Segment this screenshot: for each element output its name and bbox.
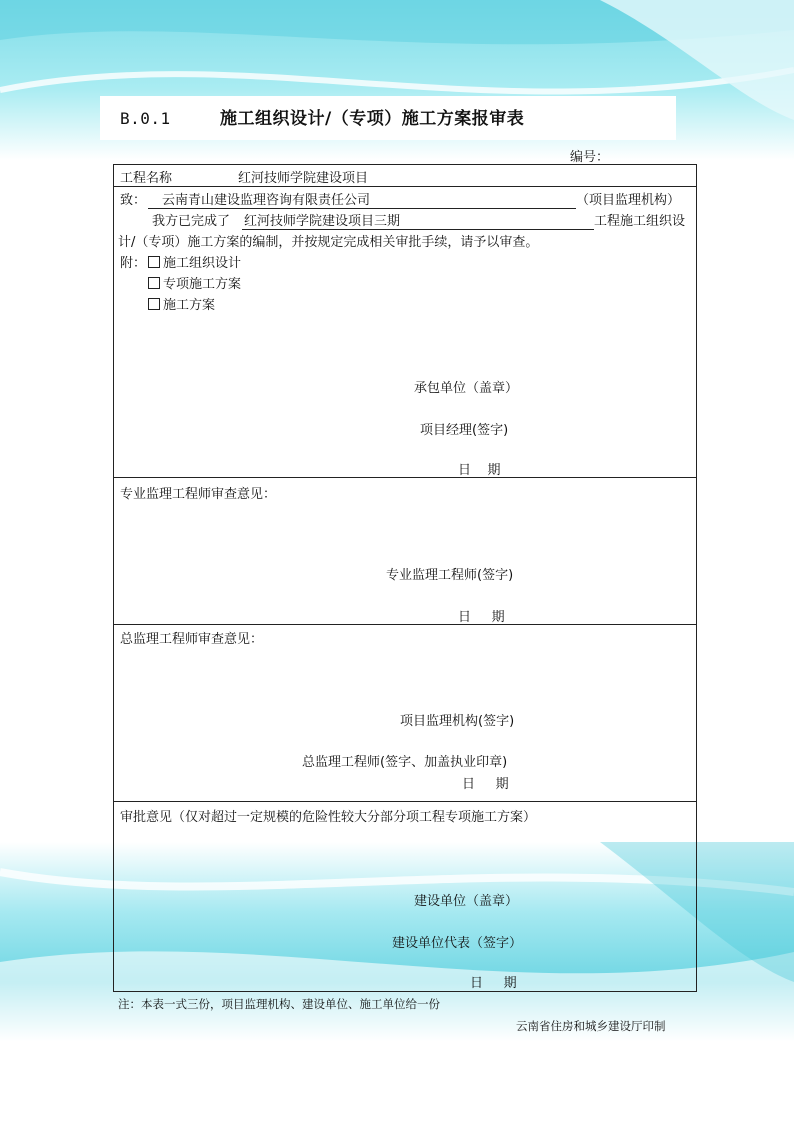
form-code: B.0.1 xyxy=(120,109,171,128)
plan-project-name: 红河技师学院建设项目三期 xyxy=(244,214,401,229)
approval-form-table xyxy=(113,164,697,992)
option-special-construction-plan[interactable]: 专项施工方案 xyxy=(148,273,241,292)
checkbox-icon[interactable] xyxy=(148,298,160,310)
checkbox-icon[interactable] xyxy=(148,277,160,289)
chief-engineer-opinion-label: 总监理工程师审查意见： xyxy=(120,632,264,647)
owner-approval-section xyxy=(114,802,696,991)
recipient-suffix: （项目监理机构） xyxy=(576,193,681,208)
project-name-label: 工程名称 xyxy=(120,171,173,186)
printer-credit: 云南省住房和城乡建设厅印制 xyxy=(516,1019,666,1033)
plan-project-field xyxy=(242,210,594,230)
background-swoosh-top xyxy=(0,0,794,170)
owner-rep-sign-label: 建设单位代表（签字） xyxy=(392,936,523,951)
project-manager-sign-label: 项目经理(签字) xyxy=(420,423,509,438)
project-name-value: 红河技师学院建设项目 xyxy=(238,171,369,186)
completion-line2: 计/（专项）施工方案的编制，并按规定完成相关审批手续，请予以审查。 xyxy=(118,235,539,250)
copies-note: 注：本表一式三份，项目监理机构、建设单位、施工单位给一份 xyxy=(118,997,440,1011)
specialty-engineer-section xyxy=(114,478,696,625)
completion-prefix: 我方已完成了 xyxy=(152,214,231,229)
owner-approval-date-label: 日 期 xyxy=(470,976,517,991)
chief-engineer-section xyxy=(114,625,696,802)
checkbox-icon[interactable] xyxy=(148,256,160,268)
chief-engineer-date-label: 日 期 xyxy=(462,777,509,792)
recipient-name: 云南青山建设监理咨询有限责任公司 xyxy=(162,193,371,208)
specialty-engineer-opinion-label: 专业监理工程师审查意见： xyxy=(120,487,277,502)
project-name-row xyxy=(114,165,696,187)
option-construction-plan[interactable]: 施工方案 xyxy=(148,294,215,313)
attachment-label: 附： xyxy=(120,256,147,271)
form-title: 施工组织设计/（专项）施工方案报审表 xyxy=(220,109,525,129)
completion-suffix: 工程施工组织设 xyxy=(594,214,686,229)
specialty-engineer-sign-label: 专业监理工程师(签字) xyxy=(386,568,514,583)
page-title xyxy=(120,104,680,129)
supervision-org-sign-label: 项目监理机构(签字) xyxy=(400,714,515,729)
option-organization-design[interactable]: 施工组织设计 xyxy=(148,252,241,271)
to-label: 致： xyxy=(120,193,147,208)
submission-section xyxy=(114,187,696,478)
serial-number-label: 编号： xyxy=(570,150,610,165)
specialty-engineer-date-label: 日 期 xyxy=(458,610,505,625)
contractor-seal-label: 承包单位（盖章） xyxy=(414,381,519,396)
recipient-field xyxy=(148,189,576,209)
owner-approval-opinion-label: 审批意见（仅对超过一定规模的危险性较大分部分项工程专项施工方案） xyxy=(120,810,537,825)
owner-seal-label: 建设单位（盖章） xyxy=(414,894,519,909)
submission-date-label: 日 期 xyxy=(458,463,501,478)
chief-engineer-sign-label: 总监理工程师(签字、加盖执业印章) xyxy=(302,755,508,770)
